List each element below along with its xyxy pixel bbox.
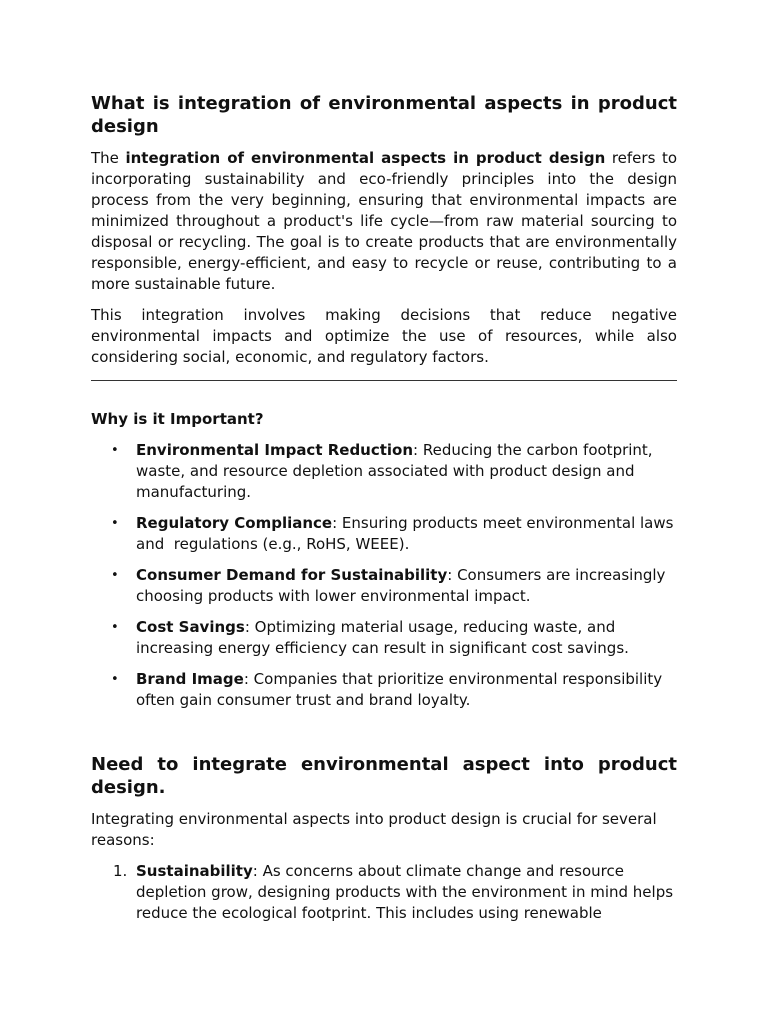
list-item-number: 1. (113, 862, 128, 880)
section-heading-importance: Why is it Important? (91, 410, 264, 428)
list-item-desc: : Companies that prioritize environmental responsibility often gain consumer trust and brand loyalty. (136, 670, 663, 709)
paragraph-lead: The (91, 149, 126, 167)
list-item (91, 513, 677, 555)
section-heading-integration: What is integration of environmental aspects in product design (91, 93, 677, 137)
list-item-desc: : Reducing the carbon footprint, waste, and resource depletion associated with product design and manufacturing. (136, 441, 653, 501)
list-item-desc: : Optimizing material usage, reducing waste, and increasing energy efficiency can result in significant cost savings. (136, 618, 629, 657)
paragraph-rest: refers to incorporating sustainability and eco-friendly principles into the design process from the very beginning, ensuring that environmental impacts are minimized throughout a product's life cycle—from raw material sourcing to disposal or recycling. The goal is to create products that are environmentally responsible, energy-efficient, and easy to recycle or reuse, contributing to a more sustainable future. (91, 149, 678, 293)
document-content (91, 92, 677, 934)
paragraph-need-intro: Integrating environmental aspects into product design is crucial for several reasons: (91, 810, 657, 849)
list-item (91, 617, 677, 659)
list-item-term: Cost Savings (136, 618, 245, 636)
list-item-desc: : Consumers are increasingly choosing products with lower environmental impact. (136, 566, 666, 605)
reasons-list (91, 861, 677, 924)
list-item-term: Environmental Impact Reduction (136, 441, 414, 459)
list-item-term: Consumer Demand for Sustainability (136, 566, 448, 584)
bullet-icon: • (111, 620, 119, 635)
list-item (91, 440, 677, 503)
bullet-icon: • (111, 443, 119, 458)
list-item-term: Sustainability (136, 862, 253, 880)
list-item (91, 565, 677, 607)
bullet-icon: • (111, 672, 119, 687)
paragraph-integration-decisions: This integration involves making decisions that reduce negative environmental impacts and optimize the use of resources, while also considering social, economic, and regulatory factors. (91, 306, 677, 366)
paragraph-definition (91, 148, 677, 295)
section-heading-need: Need to integrate environmental aspect into product design. (91, 754, 677, 798)
list-item (91, 669, 677, 711)
importance-list (91, 440, 677, 711)
horizontal-divider (91, 380, 677, 381)
list-item-term: Regulatory Compliance (136, 514, 333, 532)
list-item (91, 861, 677, 924)
list-item-desc: : Ensuring products meet environmental laws and regulations (e.g., RoHS, WEEE). (136, 514, 674, 553)
bullet-icon: • (111, 516, 119, 531)
list-item-desc: : As concerns about climate change and resource depletion grow, designing products with the environment in mind helps reduce the ecological footprint. This includes using renewable (136, 862, 674, 922)
paragraph-bold-term: integration of environmental aspects in product design (125, 149, 606, 167)
bullet-icon: • (111, 568, 119, 583)
list-item-term: Brand Image (136, 670, 244, 688)
